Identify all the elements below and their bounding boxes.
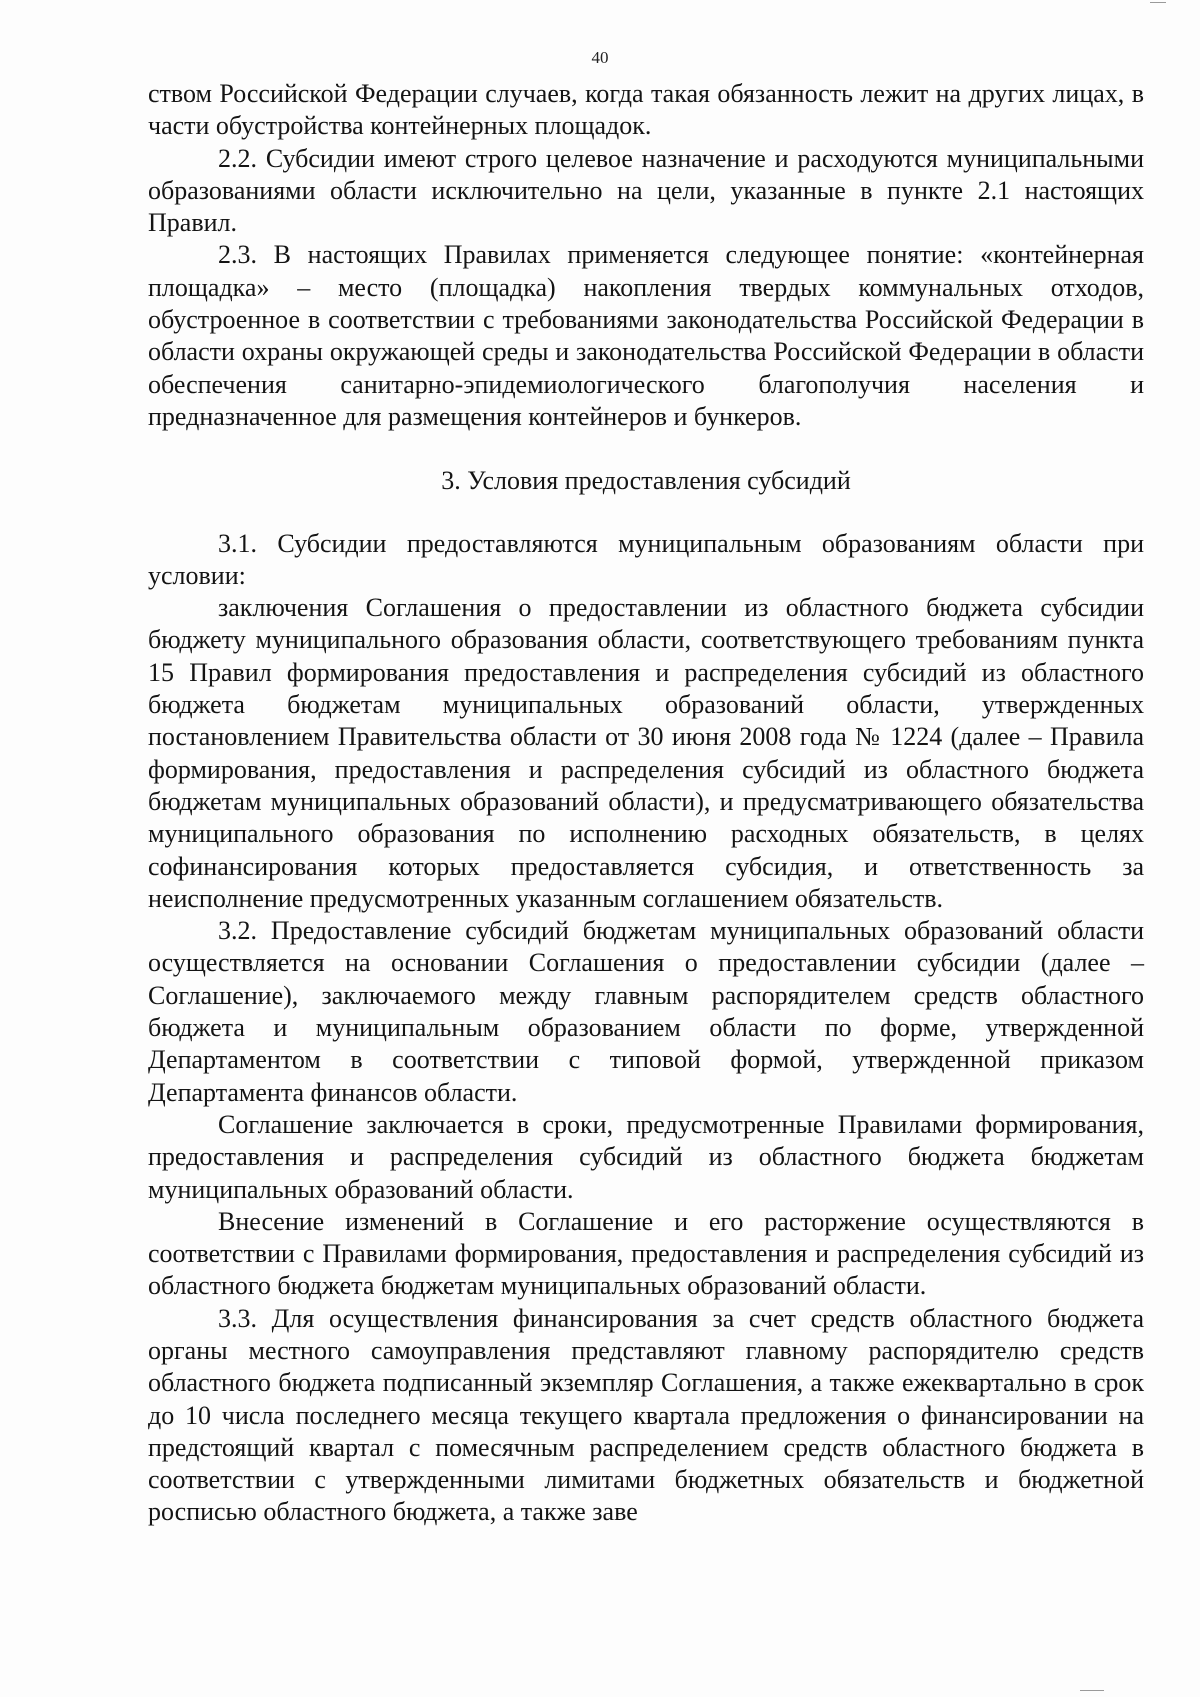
spacer <box>148 433 1144 465</box>
paragraph-3-2: 3.2. Предоставление субсидий бюджетам муниципальных образований области осуществляется на основании Соглашения о предоставлении субсидии (далее – Соглашение), заключаемого между главным распорядителем средств областного бюджета и муниципальным образованием области по форме, утвержденной Департаментом в соответствии с типовой формой, утвержденной приказом Департамента финансов области. <box>148 916 1144 1107</box>
page-body <box>148 78 1144 1529</box>
paragraph-continued: ством Российской Федерации случаев, когда такая обязанность лежит на других лицах, в части обустройства контейнерных площадок. <box>148 79 1144 141</box>
paragraph-3-2-amendments: Внесение изменений в Соглашение и его расторжение осуществляются в соответствии с Правилами формирования, предоставления и распределения субсидий из областного бюджета бюджетам муниципальных образований области. <box>148 1206 1144 1301</box>
paragraph-3-2-terms: Соглашение заключается в сроки, предусмотренные Правилами формирования, предоставления и распределения субсидий из областного бюджета бюджетам муниципальных образований области. <box>148 1109 1144 1204</box>
section-heading-3: 3. Условия предоставления субсидий <box>441 466 851 496</box>
page-number: 40 <box>591 48 609 67</box>
scan-mark-top <box>1150 2 1166 3</box>
spacer <box>148 498 1144 528</box>
scan-mark-bottom <box>1080 1690 1104 1691</box>
paragraph-2-2: 2.2. Субсидии имеют строго целевое назначение и расходуются муниципальными образованиями области исключительно на цели, указанные в пункте 2.1 настоящих Правил. <box>148 143 1144 238</box>
paragraph-3-3: 3.3. Для осуществления финансирования за счет средств областного бюджета органы местного самоуправления представляют главному распорядителю средств областного бюджета подписанный экземпляр Соглашения, а также ежеквартально в срок до 10 числа последнего месяца текущего квартала предложения о финансировании на предстоящий квартал с помесячным распределением средств областного бюджета в соответствии с утвержденными лимитами бюджетных обязательств и бюджетной росписью областного бюджета, а также заве <box>148 1303 1144 1527</box>
paragraph-3-1: 3.1. Субсидии предоставляются муниципальным образованиям области при условии: <box>148 528 1144 590</box>
paragraph-2-3: 2.3. В настоящих Правилах применяется следующее понятие: «контейнерная площадка» – место (площадка) накопления твердых коммунальных отходов, обустроенное в соответствии с требованиями законодательства Российской Федерации в области охраны окружающей среды и законодательства Российской Федерации в области обеспечения санитарно-эпидемиологического благополучия населения и предназначенное для размещения контейнеров и бункеров. <box>148 240 1144 431</box>
paragraph-3-1-condition: заключения Соглашения о предоставлении из областного бюджета субсидии бюджету муниципального образования области, соответствующего требованиям пункта 15 Правил формирования предоставления и распределения субсидий из областного бюджета бюджетам муниципальных образований области, утвержденных постановлением Правительства области от 30 июня 2008 года № 1224 (далее – Правила формирования, предоставления и распределения субсидий из областного бюджета бюджетам муниципальных образований области), и предусматривающего обязательства муниципального образования по исполнению расходных обязательств, в целях софинансирования которых предоставляется субсидия, и ответственность за неисполнение предусмотренных указанным соглашением обязательств. <box>148 593 1144 913</box>
